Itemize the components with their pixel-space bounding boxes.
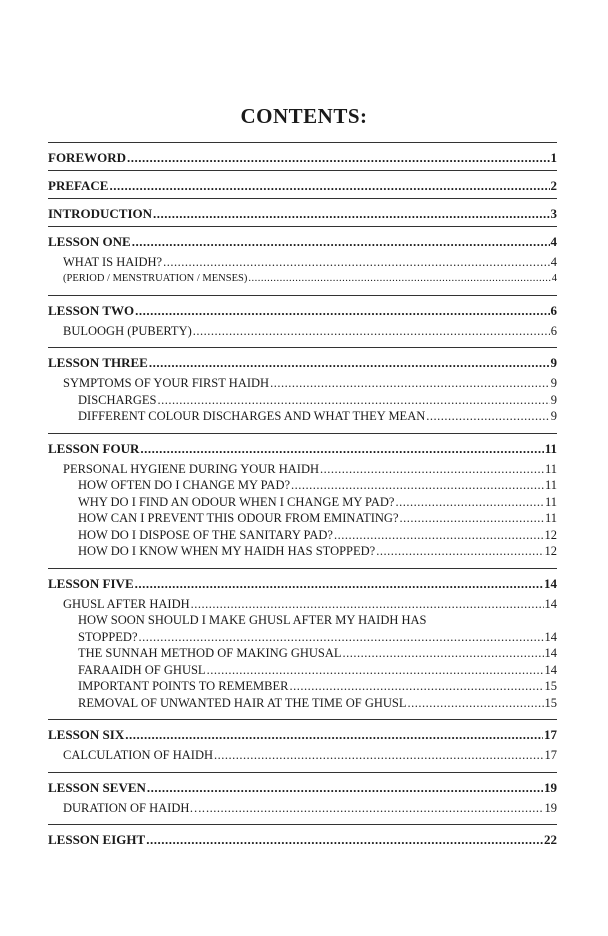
toc-entry-text: DISCHARGES xyxy=(78,392,157,407)
toc-subentry xyxy=(48,461,557,478)
dot-leader xyxy=(320,461,544,478)
dot-leader xyxy=(139,629,544,646)
toc-entry-text: IMPORTANT POINTS TO REMEMBER xyxy=(78,679,289,693)
toc-page-number: 2 xyxy=(550,178,557,193)
dot-leader xyxy=(163,254,550,271)
toc-subentry xyxy=(48,695,557,712)
toc-entry-text: HOW SOON SHOULD I MAKE GHUSL AFTER MY HAIDH HAS xyxy=(78,613,427,627)
toc-subentry xyxy=(48,800,557,817)
toc-subentry xyxy=(48,596,557,613)
toc-page-number: 19 xyxy=(544,800,557,815)
toc-subentry xyxy=(48,375,557,392)
dot-leader xyxy=(291,477,544,494)
toc-page-number: 11 xyxy=(544,494,557,509)
toc-subentry xyxy=(48,527,557,544)
toc-page-number: 11 xyxy=(544,440,557,456)
toc-entry-text: LESSON SEVEN xyxy=(48,779,146,795)
dot-leader xyxy=(193,323,550,340)
dot-leader xyxy=(158,392,550,409)
dot-leader xyxy=(270,375,550,392)
toc-subentry xyxy=(48,408,557,425)
toc-entry-text: FOREWORD xyxy=(48,150,126,165)
toc-entry-text: INTRODUCTION xyxy=(48,206,153,221)
toc-lesson-entry xyxy=(48,440,557,457)
toc-entry-text: HOW OFTEN DO I CHANGE MY PAD? xyxy=(78,478,291,492)
toc-lesson-entry xyxy=(48,779,557,796)
dot-leader xyxy=(207,662,544,679)
toc-page-number: 9 xyxy=(550,392,557,407)
toc-page-number: 14 xyxy=(544,596,557,611)
toc-entry-text: LESSON FIVE xyxy=(48,575,134,591)
table-of-contents xyxy=(48,138,557,848)
dot-leader xyxy=(147,779,543,796)
separator-line xyxy=(48,170,557,171)
dot-leader xyxy=(135,575,543,592)
toc-entry-text: PERSONAL HYGIENE DURING YOUR HAIDH xyxy=(63,461,320,476)
toc-lesson-entry xyxy=(48,354,557,371)
toc-page-number: 4 xyxy=(550,234,557,249)
toc-subentry xyxy=(48,543,557,560)
toc-entry-text: GHUSL AFTER HAIDH xyxy=(63,596,190,611)
toc-page-number: 14 xyxy=(544,629,557,644)
toc-lesson-entry xyxy=(48,205,557,222)
toc-subentry xyxy=(48,477,557,494)
toc-page-number: 14 xyxy=(544,662,557,677)
dot-leader xyxy=(206,800,543,817)
separator-line xyxy=(48,142,557,143)
toc-subentry xyxy=(48,392,557,409)
toc-entry-text: BULOOGH (PUBERTY) xyxy=(63,323,192,338)
toc-page-number: 4 xyxy=(550,255,557,269)
separator-line xyxy=(48,295,557,296)
dot-leader xyxy=(135,302,549,319)
toc-page-number: 15 xyxy=(544,679,557,693)
toc-entry-text: DIFFERENT COLOUR DISCHARGES AND WHAT THEY MEAN xyxy=(78,409,426,423)
toc-entry-text: (PERIOD / MENSTRUATION / MENSES) xyxy=(63,272,248,284)
toc-entry-text: LESSON TWO xyxy=(48,302,135,318)
toc-entry-text: LESSON ONE xyxy=(48,234,131,249)
dot-leader xyxy=(149,354,550,371)
toc-lesson-entry xyxy=(48,726,557,743)
dot-leader xyxy=(125,726,543,743)
toc-subentry-wrapped xyxy=(48,612,557,629)
dot-leader xyxy=(408,695,544,712)
toc-page-number: 9 xyxy=(550,409,557,423)
dot-leader xyxy=(376,543,543,560)
toc-page-number: 9 xyxy=(550,355,557,370)
dot-leader xyxy=(146,831,543,848)
toc-entry-text: LESSON THREE xyxy=(48,355,148,370)
toc-lesson-entry xyxy=(48,575,557,592)
toc-entry-text: HOW CAN I PREVENT THIS ODOUR FROM EMINATING? xyxy=(78,511,399,525)
toc-page-number: 14 xyxy=(544,646,557,660)
separator-line xyxy=(48,433,557,434)
toc-subentry xyxy=(48,323,557,340)
toc-entry-text: HOW DO I KNOW WHEN MY HAIDH HAS STOPPED? xyxy=(78,544,376,558)
dot-leader xyxy=(343,645,544,662)
toc-page-number: 12 xyxy=(544,544,557,558)
toc-page-number: 1 xyxy=(550,150,557,165)
toc-entry-text: STOPPED? xyxy=(78,629,138,644)
contents-title: CONTENTS: xyxy=(240,104,368,128)
toc-page-number: 14 xyxy=(544,575,557,591)
dot-leader xyxy=(109,177,549,194)
toc-subentry xyxy=(48,254,557,271)
toc-page-number: 6 xyxy=(550,302,557,318)
toc-subentry xyxy=(48,271,557,287)
toc-entry-text: CALCULATION OF HAIDH xyxy=(63,748,213,762)
dot-leader xyxy=(153,205,549,222)
toc-entry-text: LESSON EIGHT xyxy=(48,832,146,847)
toc-page-number: 22 xyxy=(544,832,557,847)
dot-leader xyxy=(400,510,544,527)
toc-entry-text: PREFACE xyxy=(48,178,109,193)
toc-entry-text: LESSON SIX xyxy=(48,727,125,742)
toc-page-number: 12 xyxy=(544,527,557,542)
separator-line xyxy=(48,198,557,199)
separator-line xyxy=(48,719,557,720)
dot-leader xyxy=(214,747,544,764)
toc-entry-text: WHY DO I FIND AN ODOUR WHEN I CHANGE MY PAD? xyxy=(78,494,395,509)
toc-subentry xyxy=(48,678,557,695)
toc-page-number: 6 xyxy=(550,323,557,338)
toc-page-number: 11 xyxy=(544,461,557,476)
separator-line xyxy=(48,347,557,348)
toc-lesson-entry xyxy=(48,831,557,848)
toc-entry-text: DURATION OF HAIDH…. xyxy=(63,800,206,815)
toc-entry-text: WHAT IS HAIDH? xyxy=(63,255,163,269)
toc-entry-text: THE SUNNAH METHOD OF MAKING GHUSAL xyxy=(78,646,342,660)
toc-page-number: 17 xyxy=(544,748,557,762)
toc-subentry xyxy=(48,747,557,764)
toc-page-number: 11 xyxy=(544,478,557,492)
toc-lesson-entry xyxy=(48,302,557,319)
dot-leader xyxy=(426,408,550,425)
separator-line xyxy=(48,568,557,569)
toc-lesson-entry xyxy=(48,233,557,250)
toc-page-number: 9 xyxy=(550,376,557,390)
toc-lesson-entry xyxy=(48,149,557,166)
dot-leader xyxy=(289,678,543,695)
toc-subentry xyxy=(48,645,557,662)
toc-entry-text: REMOVAL OF UNWANTED HAIR AT THE TIME OF GHUSL xyxy=(78,695,407,710)
dot-leader xyxy=(140,440,543,457)
dot-leader xyxy=(334,527,544,544)
toc-subentry xyxy=(48,629,557,646)
dot-leader xyxy=(127,149,550,166)
toc-subentry xyxy=(48,494,557,511)
toc-entry-text: SYMPTOMS OF YOUR FIRST HAIDH xyxy=(63,376,270,390)
separator-line xyxy=(48,226,557,227)
toc-page-number: 3 xyxy=(550,206,557,221)
toc-entry-text: LESSON FOUR xyxy=(48,440,140,456)
toc-subentry xyxy=(48,510,557,527)
separator-line xyxy=(48,772,557,773)
toc-entry-text: FARAAIDH OF GHUSL xyxy=(78,662,206,677)
toc-page-number: 17 xyxy=(544,727,557,742)
toc-page-number: 11 xyxy=(544,511,557,525)
toc-page-number: 19 xyxy=(544,779,557,795)
toc-page-number: 4 xyxy=(551,272,557,284)
dot-leader xyxy=(395,494,544,511)
separator-line xyxy=(48,824,557,825)
dot-leader xyxy=(132,233,550,250)
toc-entry-text: HOW DO I DISPOSE OF THE SANITARY PAD? xyxy=(78,527,333,542)
toc-page-number: 15 xyxy=(544,695,557,710)
toc-lesson-entry xyxy=(48,177,557,194)
dot-leader xyxy=(248,271,550,287)
toc-subentry xyxy=(48,662,557,679)
dot-leader xyxy=(191,596,544,613)
